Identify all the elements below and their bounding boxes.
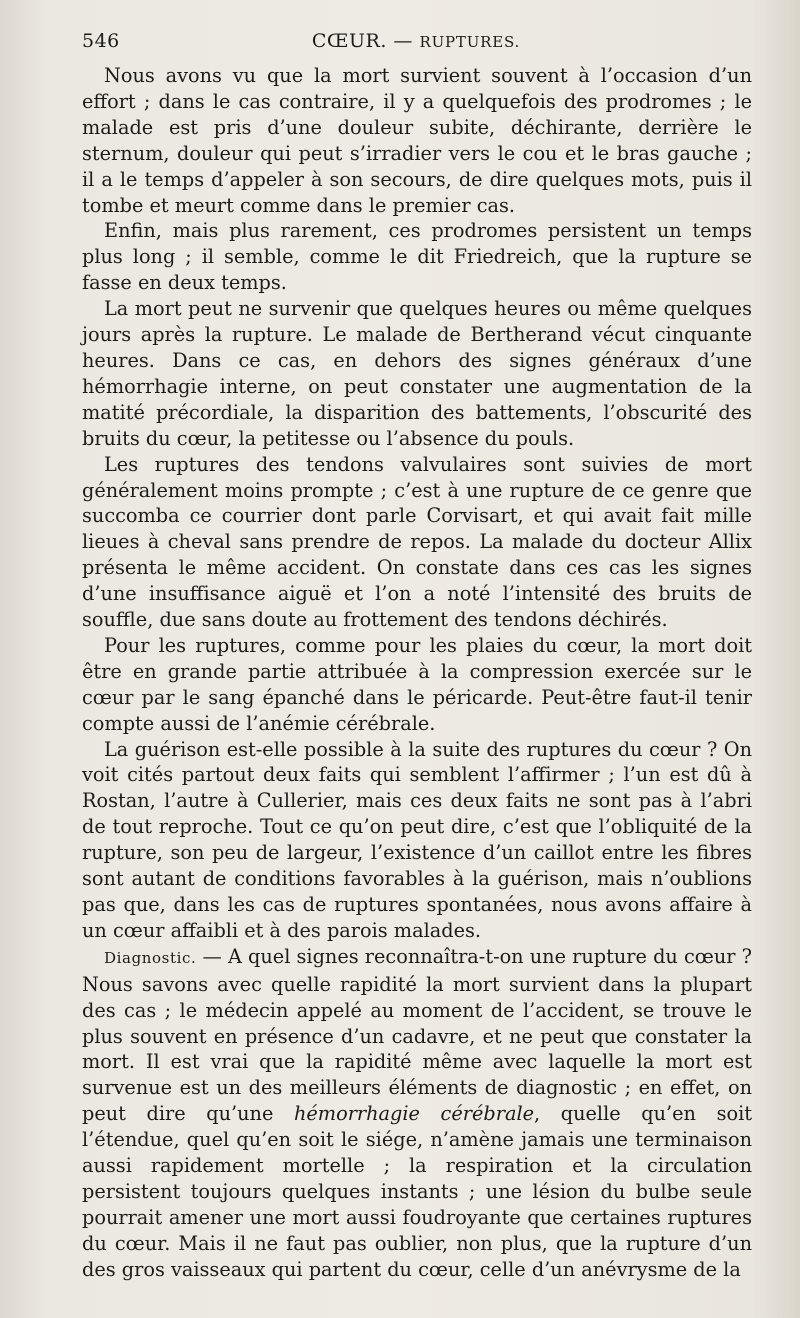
diagnostic-text-b: , quelle qu’en soit l’étendue, quel qu’en soit le siége, n’amène jamais une terminaison aussi rapidement mortelle ; la respiration et la circulation persistent toujours quelques instants ; une lésion du bulbe seule pourrait amener une mort aussi foudroyante que certaines ruptures du cœur. Mais il ne faut pas oublier, non plus, que la rupture d’un des gros vaisseaux qui partent du cœur, celle d’un anévrysme de la [82,1102,752,1281]
running-title [82,30,750,52]
paragraph-tendon-ruptures: Les ruptures des tendons valvulaires sont suivies de mort généralement moins prompte ; c’est à une rupture de ce genre que succomba ce courrier dont parle Corvisart, et qui avait fait mille lieues à cheval sans prendre de repos. La malade du docteur Allix présenta le même accident. On constate dans ces cas les signes d’une insuffisance aiguë et l’on a noté l’intensité des bruits de souffle, due sans doute au frottement des tendons déchirés. [82,452,752,632]
diagnostic-label: Diagnostic. [104,948,197,967]
diagnostic-text-a: — A quel signes reconnaîtra-t-on une rupture du cœur ? Nous savons avec quelle rapidité la mort survient dans la plupart des cas ; le médecin appelé au moment de l’accident, se trouve le plus souvent en présence d’un cadavre, et ne peut que constater la mort. Il est vrai que la rapidité même avec laquelle la mort est survenue est un des meilleurs éléments de diagnostic ; en effet, on peut dire qu’une [82,944,752,1126]
paragraph-compression: Pour les ruptures, comme pour les plaies du cœur, la mort doit être en grande partie attribuée à la compression exercée sur le cœur par le sang épanché dans le péricarde. Peut-être faut-il tenir compte aussi de l’anémie cérébrale. [82,633,752,735]
running-title-main: CŒUR. [311,30,387,52]
paragraph-effort: Nous avons vu que la mort survient souvent à l’occasion d’un effort ; dans le cas contraire, il y a quelquefois des prodromes ; le malade est pris d’une douleur subite, déchirante, derrière le sternum, douleur qui peut s’irradier vers le cou et le bras gauche ; il a le temps d’appeler à son secours, de dire quelques mots, puis il tombe et meurt comme dans le premier cas. [82,64,752,217]
running-title-sub: RUPTURES. [419,33,521,51]
paragraph-healing: La guérison est-elle possible à la suite des ruptures du cœur ? On voit cités partout deux faits qui semblent l’affirmer ; l’un est dû à Rostan, l’autre à Cullerier, mais ces deux faits ne sont pas à l’abri de tout reproche. Tout ce qu’on peut dire, c’est que l’obliquité de la rupture, son peu de largeur, l’existence d’un caillot entre les fibres sont autant de conditions favorables à la guérison, mais n’oublions pas que, dans les cas de ruptures spontanées, nous avons affaire à un cœur affaibli et à des parois malades. [82,737,752,942]
body-text [82,63,752,1283]
page-number: 546 [82,30,120,52]
paragraph-delayed-death: La mort peut ne survenir que quelques heures ou même quelques jours après la rupture. Le malade de Bertherand vécut cinquante heures. Dans ce cas, en dehors des signes généraux d’une hémorrhagie interne, on peut constater une augmentation de la matité précordiale, la disparition des battements, l’obscurité des bruits du cœur, la petitesse ou l’absence du pouls. [82,297,752,450]
running-head [82,30,750,60]
diagnostic-emphasis: hémorrhagie cérébrale [293,1102,535,1126]
paragraph-diagnostic [82,944,752,1283]
paragraph-prodromes: Enfin, mais plus rarement, ces prodromes persistent un temps plus long ; il semble, comme le dit Friedreich, que la rupture se fasse en deux temps. [82,219,752,295]
running-title-separator: — [386,30,420,52]
